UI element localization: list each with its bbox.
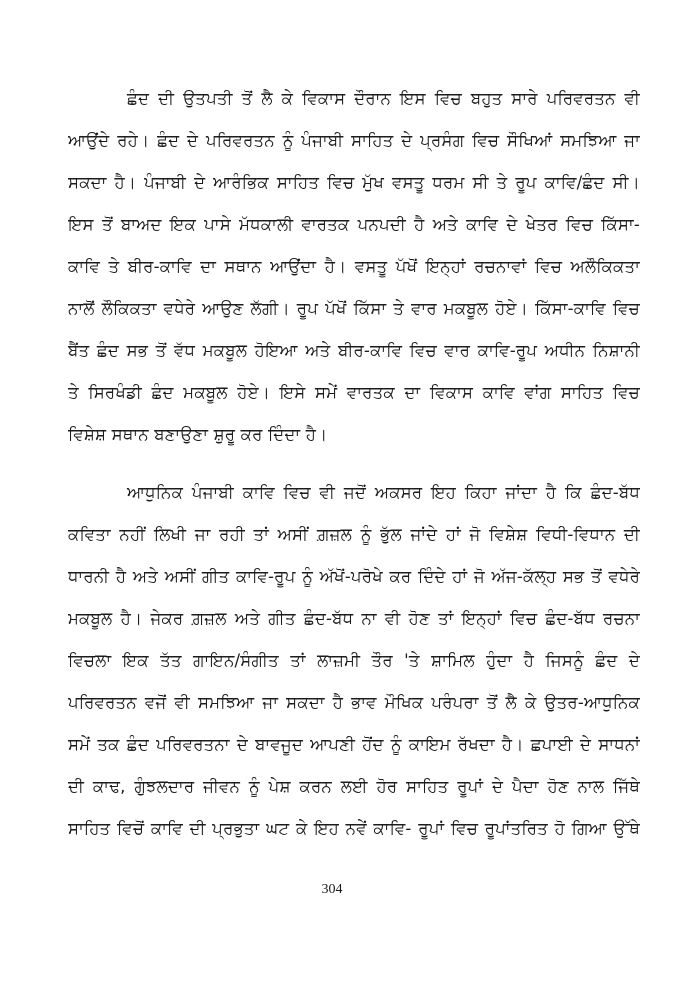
text-line: ਆਧੁਨਿਕ ਪੰਜਾਬੀ ਕਾਵਿ ਵਿਚ ਵੀ ਜਦੋਂ ਅਕਸਰ ਇਹ ਕਿਹਾ ਜਾਂਦਾ ਹੈ ਕਿ ਛੰਦ-ਬੱਧ [127,483,640,502]
text-line: ਪਰਿਵਰਤਨ ਵਜੋਂ ਵੀ ਸਮਝਿਆ ਜਾ ਸਕਦਾ ਹੈ ਭਾਵ ਮੌਖਿਕ ਪਰੰਪਰਾ ਤੋਂ ਲੈ ਕੇ ਉਤਰ-ਆਧੁਨਿਕ [68,693,640,712]
text-line: ਇਸ ਤੋਂ ਬਾਅਦ ਇਕ ਪਾਸੇ ਮੱਧਕਾਲੀ ਵਾਰਤਕ ਪਨਪਦੀ ਹੈ ਅਤੇ ਕਾਵਿ ਦੇ ਖੇਤਰ ਵਿਚ ਕਿੱਸਾ- [68,215,640,234]
text-line: ਮਕਬੂਲ ਹੈ। ਜੇਕਰ ਗ਼ਜ਼ਲ ਅਤੇ ਗੀਤ ਛੰਦ-ਬੱਧ ਨਾ ਵੀ ਹੋਣ ਤਾਂ ਇਨ੍ਹਾਂ ਵਿਚ ਛੰਦ-ਬੱਧ ਰਚਨਾ [68,609,640,628]
text-line: ਛੰਦ ਦੀ ਉਤਪਤੀ ਤੋਂ ਲੈ ਕੇ ਵਿਕਾਸ ਦੌਰਾਨ ਇਸ ਵਿਚ ਬਹੁਤ ਸਾਰੇ ਪਰਿਵਰਤਨ ਵੀ [127,89,640,108]
text-line: ਕਵਿਤਾ ਨਹੀਂ ਲਿਖੀ ਜਾ ਰਹੀ ਤਾਂ ਅਸੀਂ ਗ਼ਜ਼ਲ ਨੂੰ ਭੁੱਲ ਜਾਂਦੇ ਹਾਂ ਜੋ ਵਿਸ਼ੇਸ਼ ਵਿਧੀ-ਵਿਧਾਨ ਦੀ [68,525,640,544]
text-line: ਸਾਹਿਤ ਵਿਚੋਂ ਕਾਵਿ ਦੀ ਪ੍ਰਭੁਤਾ ਘਟ ਕੇ ਇਹ ਨਵੇਂ ਕਾਵਿ- ਰੂਪਾਂ ਵਿਚ ਰੂਪਾਂਤਰਿਤ ਹੋ ਗਿਆ ਉੱਥੇ [68,819,640,838]
text-line: ਦੀ ਕਾਢ, ਗੁੰਝਲਦਾਰ ਜੀਵਨ ਨੂੰ ਪੇਸ਼ ਕਰਨ ਲਈ ਹੋਰ ਸਾਹਿਤ ਰੂਪਾਂ ਦੇ ਪੈਦਾ ਹੋਣ ਨਾਲ ਜਿੱਥੇ [68,777,640,796]
page-number: 304 [321,882,343,897]
text-line: ਧਾਰਨੀ ਹੈ ਅਤੇ ਅਸੀਂ ਗੀਤ ਕਾਵਿ-ਰੂਪ ਨੂੰ ਅੱਖੋਂ-ਪਰੋਖੇ ਕਰ ਦਿੰਦੇ ਹਾਂ ਜੋ ਅੱਜ-ਕੱਲ੍ਹ ਸਭ ਤੋਂ ਵਧੇਰੇ [68,567,640,586]
text-line: ਤੇ ਸਿਰਖੰਡੀ ਛੰਦ ਮਕਬੂਲ ਹੋਏ। ਇਸੇ ਸਮੇਂ ਵਾਰਤਕ ਦਾ ਵਿਕਾਸ ਕਾਵਿ ਵਾਂਗ ਸਾਹਿਤ ਵਿਚ [68,383,640,402]
paragraph-2 [68,472,640,850]
text-line: ਆਉਂਦੇ ਰਹੇ। ਛੰਦ ਦੇ ਪਰਿਵਰਤਨ ਨੂੰ ਪੰਜਾਬੀ ਸਾਹਿਤ ਦੇ ਪ੍ਰਸੰਗ ਵਿਚ ਸੌਖਿਆਂ ਸਮਝਿਆ ਜਾ [68,131,640,150]
text-line: ਬੈਂਤ ਛੰਦ ਸਭ ਤੋਂ ਵੱਧ ਮਕਬੂਲ ਹੋਇਆ ਅਤੇ ਬੀਰ-ਕਾਵਿ ਵਿਚ ਵਾਰ ਕਾਵਿ-ਰੂਪ ਅਧੀਨ ਨਿਸ਼ਾਨੀ [68,341,640,360]
text-line: ਕਾਵਿ ਤੇ ਬੀਰ-ਕਾਵਿ ਦਾ ਸਥਾਨ ਆਉਂਦਾ ਹੈ। ਵਸਤੂ ਪੱਖੋਂ ਇਨ੍ਹਾਂ ਰਚਨਾਵਾਂ ਵਿਚ ਅਲੌਕਿਕਤਾ [68,257,640,276]
page-footer [0,878,664,898]
text-line: ਸਕਦਾ ਹੈ। ਪੰਜਾਬੀ ਦੇ ਆਰੰਭਿਕ ਸਾਹਿਤ ਵਿਚ ਮੁੱਖ ਵਸਤੂ ਧਰਮ ਸੀ ਤੇ ਰੂਪ ਕਾਵਿ/ਛੰਦ ਸੀ। [68,173,640,192]
text-line: ਵਿਚਲਾ ਇਕ ਤੱਤ ਗਾਇਨ/ਸੰਗੀਤ ਤਾਂ ਲਾਜ਼ਮੀ ਤੌਰ 'ਤੇ ਸ਼ਾਮਿਲ ਹੁੰਦਾ ਹੈ ਜਿਸਨੂੰ ਛੰਦ ਦੇ [68,651,640,670]
text-line: ਵਿਸ਼ੇਸ਼ ਸਥਾਨ ਬਣਾਉਣਾ ਸ਼ੁਰੂ ਕਰ ਦਿੰਦਾ ਹੈ। [68,425,328,444]
text-line: ਸਮੇਂ ਤਕ ਛੰਦ ਪਰਿਵਰਤਨਾ ਦੇ ਬਾਵਜੂਦ ਆਪਣੀ ਹੋਂਦ ਨੂੰ ਕਾਇਮ ਰੱਖਦਾ ਹੈ। ਛਪਾਈ ਦੇ ਸਾਧਨਾਂ [68,735,640,754]
body-text [68,78,640,850]
text-line: ਨਾਲੋਂ ਲੌਕਿਕਤਾ ਵਧੇਰੇ ਆਉਣ ਲੱਗੀ। ਰੂਪ ਪੱਖੋਂ ਕਿੱਸਾ ਤੇ ਵਾਰ ਮਕਬੂਲ ਹੋਏ। ਕਿੱਸਾ-ਕਾਵਿ ਵਿਚ [68,299,640,318]
paragraph-1 [68,78,640,456]
